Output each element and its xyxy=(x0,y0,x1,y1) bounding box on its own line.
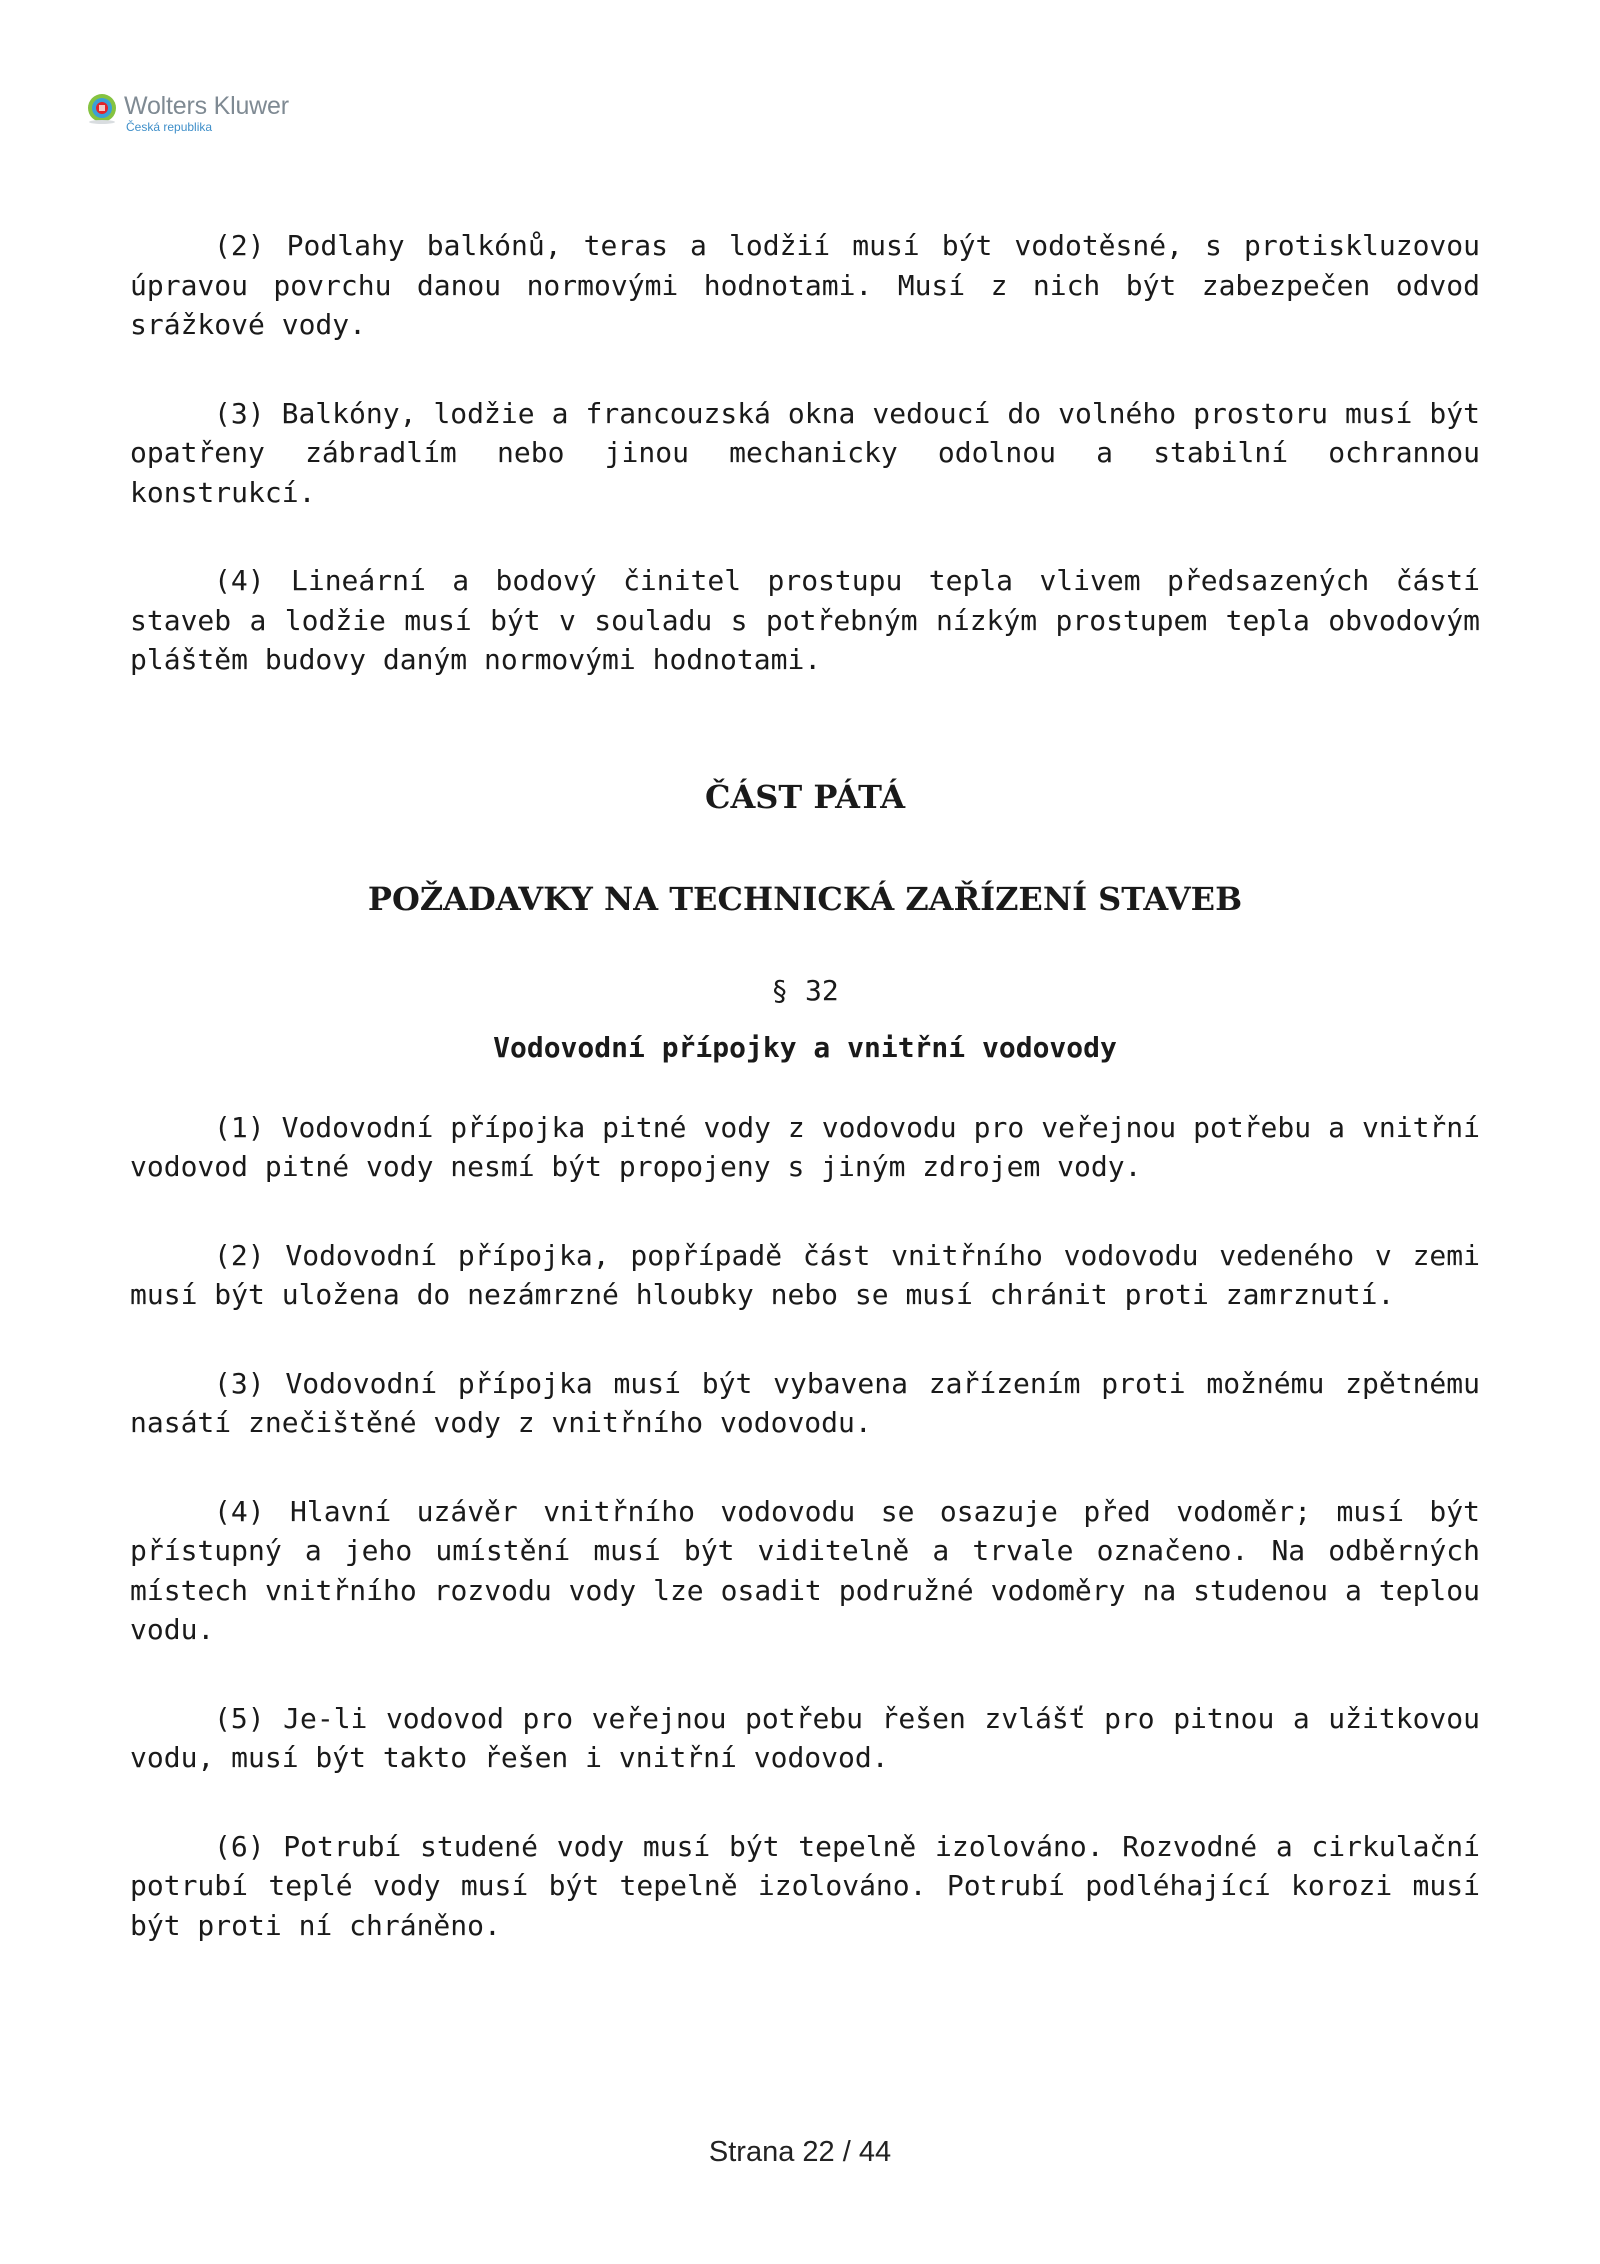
paragraph: (2) Podlahy balkónů, teras a lodžií musí být vodotěsné, s protiskluzovou úpravou povrchu danou normovými hodnotami. Musí z nich být zabezpečen odvod srážkové vody. xyxy=(130,229,1480,341)
paragraph: (4) Hlavní uzávěr vnitřního vodovodu se osazuje před vodoměr; musí být přístupný a jeho umístění musí být viditelně a trvale označeno. Na odběrných místech vnitřního rozvodu vody lze osadit podružné vodoměry na studenou a teplou vodu. xyxy=(130,1494,1480,1646)
document-body xyxy=(130,226,1480,1994)
page-number: Strana 22 / 44 xyxy=(708,2136,892,2168)
paragraph: (1) Vodovodní přípojka pitné vody z vodovodu pro veřejnou potřebu a vnitřní vodovod pitné vody nesmí být propojeny s jiným zdrojem vody. xyxy=(130,1110,1480,1183)
paragraph: (4) Lineární a bodový činitel prostupu tepla vlivem předsazených částí staveb a lodžie musí být v souladu s potřebným nízkým prostupem tepla obvodovým pláštěm budovy daným normovými hodnotami. xyxy=(130,564,1480,676)
logo-subtitle: Česká republika xyxy=(126,120,213,134)
section-number: § 32 xyxy=(771,973,839,1007)
wolters-kluwer-logo-icon xyxy=(86,92,118,124)
part-title: POŽADAVKY NA TECHNICKÁ ZAŘÍZENÍ STAVEB xyxy=(367,879,1243,918)
paragraph: (6) Potrubí studené vody musí být tepelně izolováno. Rozvodné a cirkulační potrubí teplé vody musí být tepelně izolováno. Potrubí podléhající korozi musí být proti ní chráněno. xyxy=(130,1829,1480,1942)
publisher-logo xyxy=(86,92,289,134)
paragraph: (2) Vodovodní přípojka, popřípadě část vnitřního vodovodu vedeného v zemi musí být uložena do nezámrzné hloubky nebo se musí chránit proti zamrznutí. xyxy=(130,1238,1480,1311)
paragraph: (5) Je-li vodovod pro veřejnou potřebu řešen zvlášť pro pitnou a užitkovou vodu, musí být takto řešen i vnitřní vodovod. xyxy=(130,1701,1480,1774)
paragraph: (3) Balkóny, lodžie a francouzská okna vedoucí do volného prostoru musí být opatřeny zábradlím nebo jinou mechanicky odolnou a stabilní ochrannou konstrukcí. xyxy=(130,396,1480,509)
part-number: ČÁST PÁTÁ xyxy=(704,777,906,816)
paragraph: (3) Vodovodní přípojka musí být vybavena zařízením proti možnému zpětnému nasátí znečištěné vody z vnitřního vodovodu. xyxy=(130,1366,1480,1439)
logo-name: Wolters Kluwer xyxy=(124,92,289,120)
section-title: Vodovodní přípojky a vnitřní vodovody xyxy=(493,1030,1117,1064)
